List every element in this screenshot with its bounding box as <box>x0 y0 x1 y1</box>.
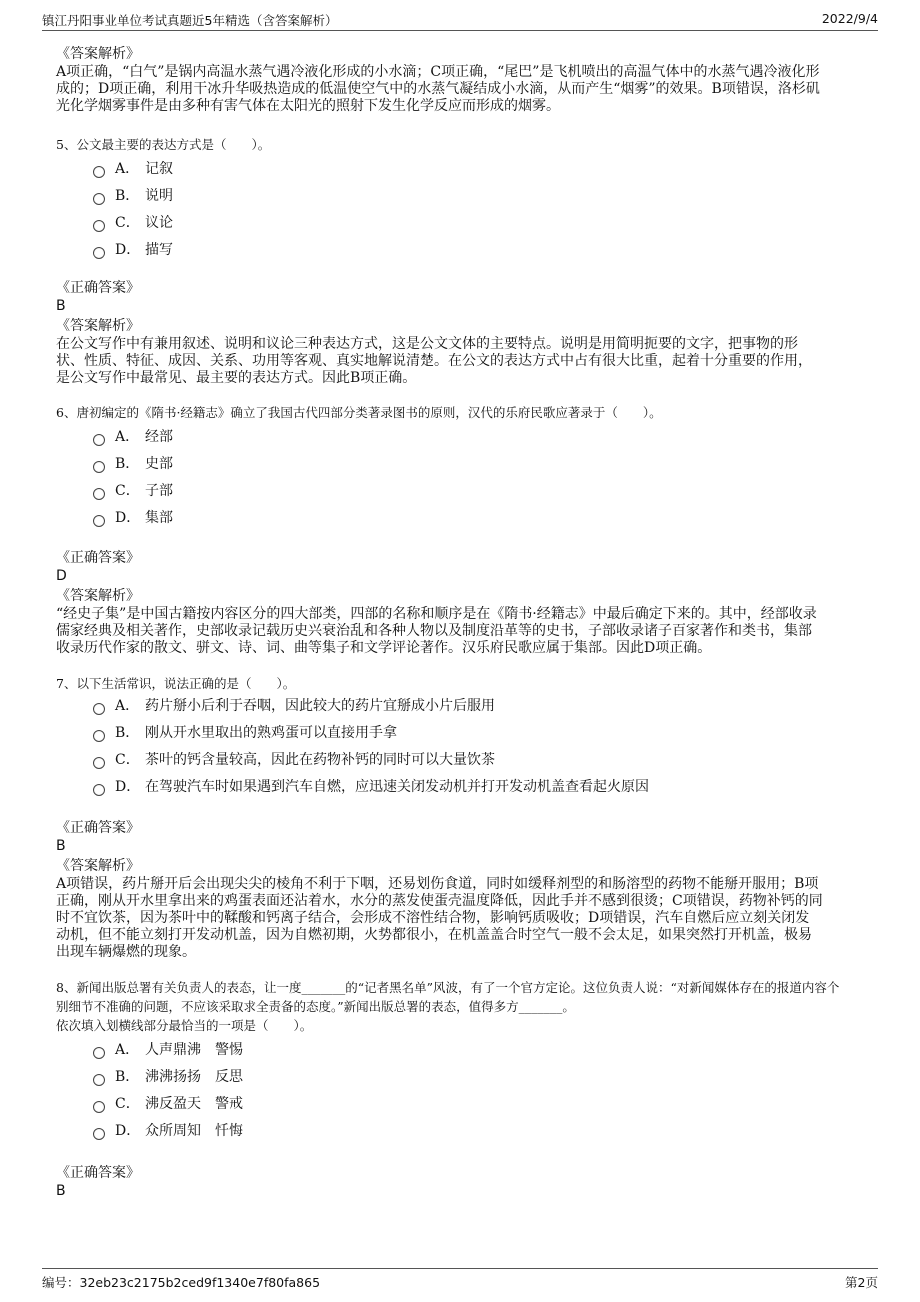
analysis-line: A项正确，“白气”是锅内高温水蒸气遇冷液化形成的小水滴；C项正确，“尾巴”是飞机喷出的高温气体中的水蒸气遇冷液化形 <box>56 64 820 80</box>
radio-icon[interactable] <box>93 1047 105 1059</box>
question-6-stem: 6、唐初编定的《隋书·经籍志》确立了我国古代四部分类著录图书的原则，汉代的乐府民歌应著录于（ ）。 <box>56 405 662 420</box>
correct-answer: B <box>56 298 66 314</box>
analysis-line: 儒家经典及相关著作，史部收录记载历史兴衰治乱和各种人物以及制度沿革等的史书，子部收录诸子百家著作和类书，集部 <box>56 623 812 639</box>
analysis-line: A项错误，药片掰开后会出现尖尖的棱角不利于下咽，还易划伤食道，同时如缓释剂型的和肠溶型的药物不能掰开服用；B项 <box>56 876 819 892</box>
radio-icon[interactable] <box>93 488 105 500</box>
stem-line: 8、新闻出版总署有关负责人的表态，让一度_______的“记者黑名单”风波，有了一个官方定论。这位负责人说：“对新闻媒体存在的报道内容个 <box>56 980 840 995</box>
correct-answer-label: 《正确答案》 <box>56 820 140 836</box>
analysis-line: “经史子集”是中国古籍按内容区分的四大部类，四部的名称和顺序是在《隋书·经籍志》中最后确定下来的。其中，经部收录 <box>56 606 817 622</box>
radio-icon[interactable] <box>93 730 105 742</box>
radio-icon[interactable] <box>93 220 105 232</box>
q7-option-b[interactable]: B． 刚从开水里取出的熟鸡蛋可以直接用手拿 <box>93 723 397 743</box>
question-5-stem: 5、公文最主要的表达方式是（ ）。 <box>56 137 271 152</box>
correct-answer-label: 《正确答案》 <box>56 280 140 296</box>
correct-answer: B <box>56 838 66 854</box>
radio-icon[interactable] <box>93 193 105 205</box>
q7-analysis <box>56 876 858 961</box>
page-header <box>42 8 878 31</box>
analysis-line: 正确，刚从开水里拿出来的鸡蛋表面还沾着水，水分的蒸发使蛋壳温度降低，因此手并不感到很烫；C项错误，药物补钙的同 <box>56 893 823 909</box>
stem-line: 依次填入划横线部分最恰当的一项是（ ）。 <box>56 1018 313 1033</box>
radio-icon[interactable] <box>93 703 105 715</box>
document-code: 编号：32eb23c2175b2ced9f1340e7f80fa865 <box>42 1275 321 1290</box>
correct-answer-label: 《正确答案》 <box>56 550 140 566</box>
radio-icon[interactable] <box>93 757 105 769</box>
q8-option-c[interactable]: C． 沸反盈天 警戒 <box>93 1094 243 1114</box>
analysis-line: 收录历代作家的散文、骈文、诗、词、曲等集子和文学评论著作。汉乐府民歌应属于集部。因此D项正确。 <box>56 640 712 656</box>
correct-answer: D <box>56 568 67 584</box>
analysis-line: 状、性质、特征、成因、关系、功用等客观、真实地解说清楚。在公文的表达方式中占有很大比重，起着十分重要的作用， <box>56 353 812 369</box>
q5-option-a[interactable]: A． 记叙 <box>93 159 173 179</box>
radio-icon[interactable] <box>93 247 105 259</box>
analysis-line: 时不宜饮茶，因为茶叶中的鞣酸和钙离子结合，会形成不溶性结合物，影响钙质吸收；D项错误，汽车自燃后应立刻关闭发 <box>56 910 810 926</box>
q6-option-a[interactable]: A． 经部 <box>93 427 173 447</box>
document-title: 镇江丹阳事业单位考试真题近5年精选（含答案解析） <box>42 13 338 28</box>
analysis-label: 《答案解析》 <box>56 318 140 334</box>
q4-analysis <box>56 64 858 115</box>
radio-icon[interactable] <box>93 1128 105 1140</box>
correct-answer: B <box>56 1183 66 1199</box>
question-7-stem: 7、以下生活常识，说法正确的是（ ）。 <box>56 676 296 691</box>
analysis-line: 在公文写作中有兼用叙述、说明和议论三种表达方式，这是公文文体的主要特点。说明是用简明扼要的文字，把事物的形 <box>56 336 798 352</box>
radio-icon[interactable] <box>93 1074 105 1086</box>
q7-option-d[interactable]: D． 在驾驶汽车时如果遇到汽车自燃，应迅速关闭发动机并打开发动机盖查看起火原因 <box>93 777 649 797</box>
q7-option-a[interactable]: A． 药片掰小后利于吞咽，因此较大的药片宜掰成小片后服用 <box>93 696 495 716</box>
q5-option-b[interactable]: B． 说明 <box>93 186 173 206</box>
stem-line: 别细节不准确的问题，不应该采取求全责备的态度。”新闻出版总署的表态，值得多方_______。 <box>56 999 575 1014</box>
radio-icon[interactable] <box>93 461 105 473</box>
analysis-line: 动机，但不能立刻打开发动机盖，因为自燃初期，火势都很小，在机盖盖合时空气一般不会太足，如果突然打开机盖，极易 <box>56 927 812 943</box>
page-number: 第2页 <box>845 1275 878 1290</box>
q7-option-c[interactable]: C． 茶叶的钙含量较高，因此在药物补钙的同时可以大量饮茶 <box>93 750 495 770</box>
analysis-label: 《答案解析》 <box>56 588 140 604</box>
analysis-line: 光化学烟雾事件是由多种有害气体在太阳光的照射下发生化学反应而形成的烟雾。 <box>56 98 560 114</box>
analysis-line: 出现车辆爆燃的现象。 <box>56 944 196 960</box>
q6-option-b[interactable]: B． 史部 <box>93 454 173 474</box>
radio-icon[interactable] <box>93 434 105 446</box>
q5-option-d[interactable]: D． 描写 <box>93 240 173 260</box>
analysis-line: 是公文写作中最常见、最主要的表达方式。因此B项正确。 <box>56 370 417 386</box>
radio-icon[interactable] <box>93 1101 105 1113</box>
q8-option-d[interactable]: D． 众所周知 忏悔 <box>93 1121 243 1141</box>
q6-analysis <box>56 606 858 657</box>
page-footer <box>42 1268 878 1293</box>
q8-option-b[interactable]: B． 沸沸扬扬 反思 <box>93 1067 243 1087</box>
q5-analysis <box>56 336 858 387</box>
analysis-line: 成的；D项正确，利用干冰升华吸热造成的低温使空气中的水蒸气凝结成小水滴，从而产生“烟雾”的效果。B项错误，洛杉矶 <box>56 81 820 97</box>
q8-option-a[interactable]: A． 人声鼎沸 警惕 <box>93 1040 243 1060</box>
q6-option-c[interactable]: C． 子部 <box>93 481 173 501</box>
q6-option-d[interactable]: D． 集部 <box>93 508 173 528</box>
question-8-stem <box>56 978 886 1035</box>
q5-option-c[interactable]: C． 议论 <box>93 213 173 233</box>
radio-icon[interactable] <box>93 784 105 796</box>
analysis-label: 《答案解析》 <box>56 858 140 874</box>
correct-answer-label: 《正确答案》 <box>56 1165 140 1181</box>
document-date: 2022/9/4 <box>821 11 878 26</box>
radio-icon[interactable] <box>93 166 105 178</box>
analysis-label: 《答案解析》 <box>56 46 140 62</box>
radio-icon[interactable] <box>93 515 105 527</box>
